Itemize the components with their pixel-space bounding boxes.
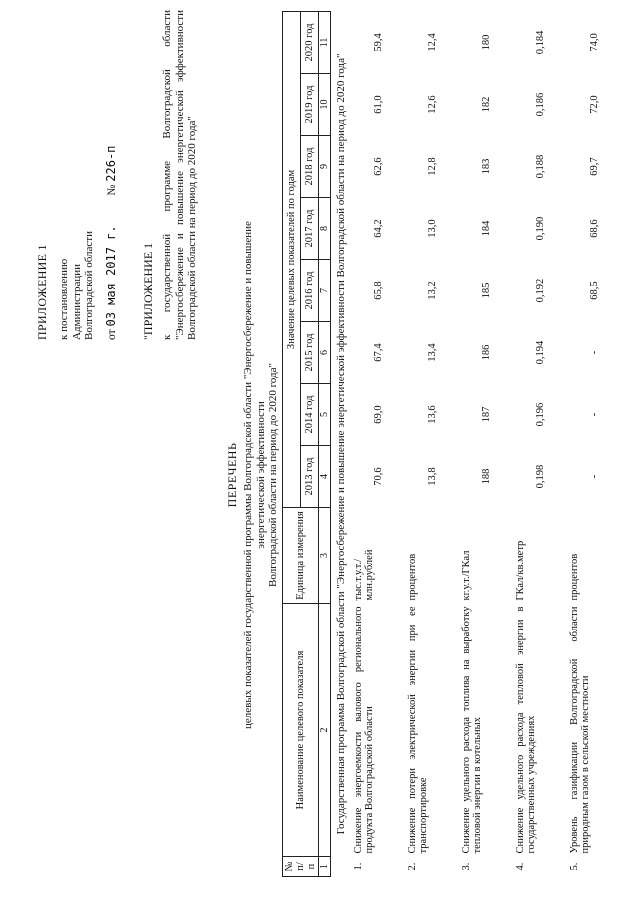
- row-value: 69,7: [588, 157, 600, 176]
- appendix-line: Волгоградской области: [83, 231, 96, 340]
- column-number: 2: [319, 604, 331, 857]
- column-number: 10: [319, 74, 331, 136]
- row-value: 62,6: [372, 157, 384, 176]
- column-number: 6: [319, 322, 331, 384]
- column-number: 1: [319, 857, 331, 877]
- row-value: 13,8: [426, 467, 438, 486]
- document-subtitle: целевых показателей государственной программы Волгоградской области "Энергосбережение и повышение энергетической эффективности: [242, 221, 267, 729]
- header-values-group: Значение целевых показателей по годам: [283, 11, 301, 507]
- row-value: -: [588, 350, 600, 355]
- section-title: Государственная программа Волгоградской области "Энергосбережение и повышение энергетической эффективности Волгоградской области на период до 2020 года": [335, 53, 348, 835]
- row-value: 0,184: [534, 30, 546, 55]
- header-num: № п/п: [283, 857, 319, 877]
- row-unit: процентов: [568, 553, 580, 601]
- column-number: 8: [319, 198, 331, 260]
- row-value: 0,188: [534, 154, 546, 179]
- row-value: -: [588, 412, 600, 417]
- row-number: 5.: [568, 862, 580, 871]
- row-value: 187: [480, 406, 492, 423]
- row-number: 2.: [406, 862, 418, 871]
- row-unit: процентов: [406, 553, 418, 601]
- row-indicator-name: Снижение энергоемкости валового регионального продукта Волгоградской области: [352, 606, 376, 854]
- row-number: 3.: [460, 862, 472, 871]
- row-number: 1.: [352, 862, 364, 871]
- header-year: 2016 год: [301, 260, 319, 322]
- column-number: 7: [319, 260, 331, 322]
- row-value: 184: [480, 220, 492, 237]
- header-year: 2019 год: [301, 74, 319, 136]
- row-value: 13,0: [426, 219, 438, 238]
- row-value: 0,194: [534, 340, 546, 365]
- header-year: 2013 год: [301, 446, 319, 508]
- row-value: 68,6: [588, 219, 600, 238]
- row-number: 4.: [514, 862, 526, 871]
- row-value: 13,4: [426, 343, 438, 362]
- row-value: 74,0: [588, 33, 600, 52]
- table-row: [568, 11, 622, 876]
- decree-date: 03 мая 2017 г.: [104, 225, 119, 327]
- header-year: 2014 год: [301, 384, 319, 446]
- document-title: ПЕРЕЧЕНЬ: [225, 442, 239, 508]
- number-prefix: №: [106, 184, 119, 196]
- header-name: Наименование целевого показателя: [283, 604, 319, 857]
- program-annex-title: "ПРИЛОЖЕНИЕ 1: [141, 242, 155, 340]
- row-value: 0,196: [534, 402, 546, 427]
- appendix-title: ПРИЛОЖЕНИЕ 1: [35, 244, 49, 340]
- row-value: 182: [480, 96, 492, 113]
- table-row: [460, 11, 514, 876]
- row-value: -: [588, 474, 600, 479]
- row-value: 0,186: [534, 92, 546, 117]
- row-indicator-name: Снижение потери электрической энергии при ее транспортировке: [406, 606, 430, 854]
- program-annex-text: к государственной программе Волгоградской области "Энергосбережение и повышение энергетической эффективности Волгоградской области на период до 2020 года": [161, 10, 199, 340]
- table-row: [406, 11, 460, 876]
- row-value: 0,198: [534, 464, 546, 489]
- column-number: 11: [319, 11, 331, 73]
- row-unit: ГКал/кв.метр: [514, 540, 526, 601]
- row-value: 180: [480, 34, 492, 51]
- row-value: 61,0: [372, 95, 384, 114]
- column-number: 9: [319, 136, 331, 198]
- row-value: 186: [480, 344, 492, 361]
- row-value: 0,190: [534, 216, 546, 241]
- row-value: 67,4: [372, 343, 384, 362]
- table-header-row: [283, 11, 301, 876]
- row-value: 185: [480, 282, 492, 299]
- row-value: 64,2: [372, 219, 384, 238]
- decree-number: 226-п: [104, 145, 119, 182]
- table-row: [352, 11, 406, 876]
- program-annex-reference: [142, 10, 198, 340]
- header-year: 2018 год: [301, 136, 319, 198]
- decree-date-line: [105, 10, 119, 340]
- date-prefix: от: [106, 329, 119, 340]
- appendix-line: Администрации: [70, 263, 83, 340]
- appendix-header: [36, 10, 119, 340]
- header-unit: Единица измерения: [283, 508, 319, 604]
- row-value: 72,0: [588, 95, 600, 114]
- column-number: 4: [319, 446, 331, 508]
- row-value: 12,8: [426, 157, 438, 176]
- row-value: 13,2: [426, 281, 438, 300]
- row-indicator-name: Уровень газификации Волгоградской области природным газом в сельской местности: [568, 606, 592, 854]
- section-row: [331, 11, 352, 876]
- column-numbers-row: [319, 11, 331, 876]
- row-value: 65,8: [372, 281, 384, 300]
- row-value: 0,192: [534, 278, 546, 303]
- row-indicator-name: Снижение удельного расхода топлива на выработку тепловой энергии в котельных: [460, 606, 484, 854]
- row-value: 188: [480, 468, 492, 485]
- row-value: 12,4: [426, 33, 438, 52]
- row-value: 59,4: [372, 33, 384, 52]
- appendix-line: к постановлению: [58, 258, 71, 340]
- table-row: [514, 11, 568, 876]
- row-value: 70,6: [372, 467, 384, 486]
- header-year: 2017 год: [301, 198, 319, 260]
- indicators-table: [282, 11, 622, 877]
- row-value: 68,5: [588, 281, 600, 300]
- row-indicator-name: Снижение удельного расхода тепловой энергии в государственных учреждениях: [514, 606, 538, 854]
- row-value: 13,6: [426, 405, 438, 424]
- header-year: 2015 год: [301, 322, 319, 384]
- column-number: 3: [319, 508, 331, 604]
- document-title-block: [226, 195, 279, 755]
- row-value: 12,6: [426, 95, 438, 114]
- row-unit: тыс.т.у.т./ млн.рублей: [352, 549, 376, 601]
- row-value: 69,0: [372, 405, 384, 424]
- row-unit: кг.у.т./ГКал: [460, 550, 472, 601]
- header-year: 2020 год: [301, 11, 319, 73]
- column-number: 5: [319, 384, 331, 446]
- document-subtitle: Волгоградской области на период до 2020 года": [267, 363, 280, 587]
- row-value: 183: [480, 158, 492, 175]
